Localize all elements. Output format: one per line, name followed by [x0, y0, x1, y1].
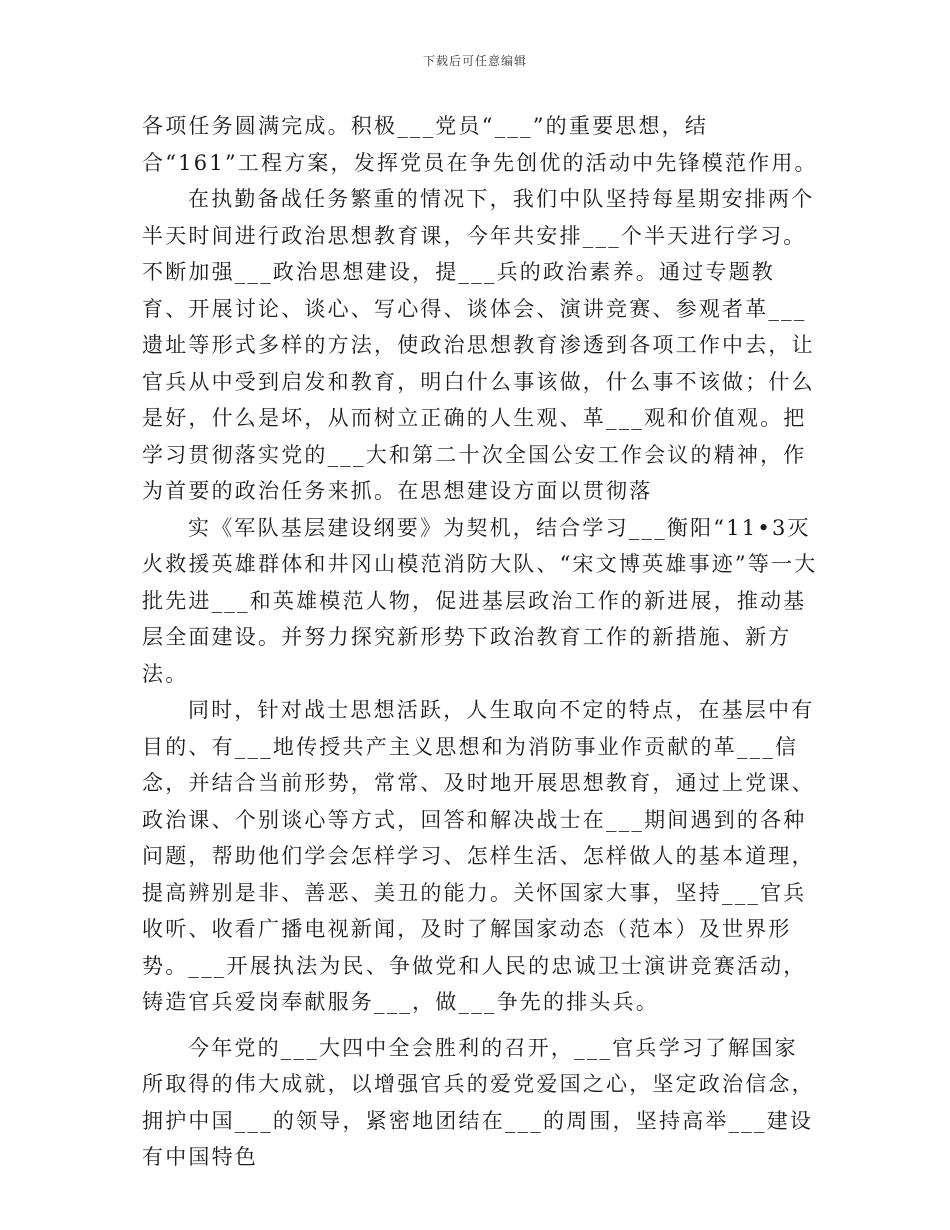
paragraph-party-plenum: 今年党的___大四中全会胜利的召开，___官兵学习了解国家所取得的伟大成就，以增强官兵的爱党爱国之心，坚定政治信念，拥护中国___的领导，紧密地团结在___的周围，坚持高举___建设有中国特色 [142, 1035, 815, 1169]
paragraph-grassroots-construction: 实《军队基层建设纲要》为契机，结合学习___衡阳“11•3灭火救援英雄群体和井冈山模范消防大队、“宋文博英雄事迹”等一大批先进___和英雄模范人物，促进基层政治工作的新进展，推动基层全面建设。并努力探究新形势下政治教育工作的新措施、新方法。 [142, 515, 818, 686]
page-header: 下载后可任意编辑 [422, 54, 527, 68]
paragraph-political-education: 在执勤备战任务繁重的情况下，我们中队坚持每星期安排两个半天时间进行政治思想教育课，今年共安排___个半天进行学习。不断加强___政治思想建设，提___兵的政治素养。通过专题教育、开展讨论、谈心、写心得、谈体会、演讲竞赛、参观者革___遗址等形式多样的方法，使政治思想教育渗透到各项工作中去，让官兵从中受到启发和教育，明白什么事该做，什么事不该做；什么是好，什么是坏，从而树立正确的人生观、革___观和价值观。把学习贯彻落实党的___大和第二十次全国公安工作会议的精神，作为首要的政治任务来抓。在思想建设方面以贯彻落 [142, 187, 815, 503]
paragraph-continuation: 各项任务圆满完成。积极___党员“___”的重要思想，结合“161”工程方案，发挥党员在争先创优的活动中先锋模范作用。 [142, 114, 818, 175]
paragraph-ideological-work: 同时，针对战士思想活跃，人生取向不定的特点，在基层中有目的、有___地传授共产主义思想和为消防事业作贡献的革___信念，并结合当前形势，常常、及时地开展思想教育，通过上党课、政治课、个别谈心等方式，回答和解决战士在___期间遇到的各种问题，帮助他们学会怎样学习、怎样生活、怎样做人的基本道理，提高辨别是非、善恶、美丑的能力。关怀国家大事，坚持___官兵收听、收看广播电视新闻，及时了解国家动态（范本）及世界形势。___开展执法为民、争做党和人民的忠诚卫士演讲竞赛活动，铸造官兵爱岗奉献服务___，做___争先的排头兵。 [142, 698, 815, 1014]
document-body [142, 108, 818, 1176]
